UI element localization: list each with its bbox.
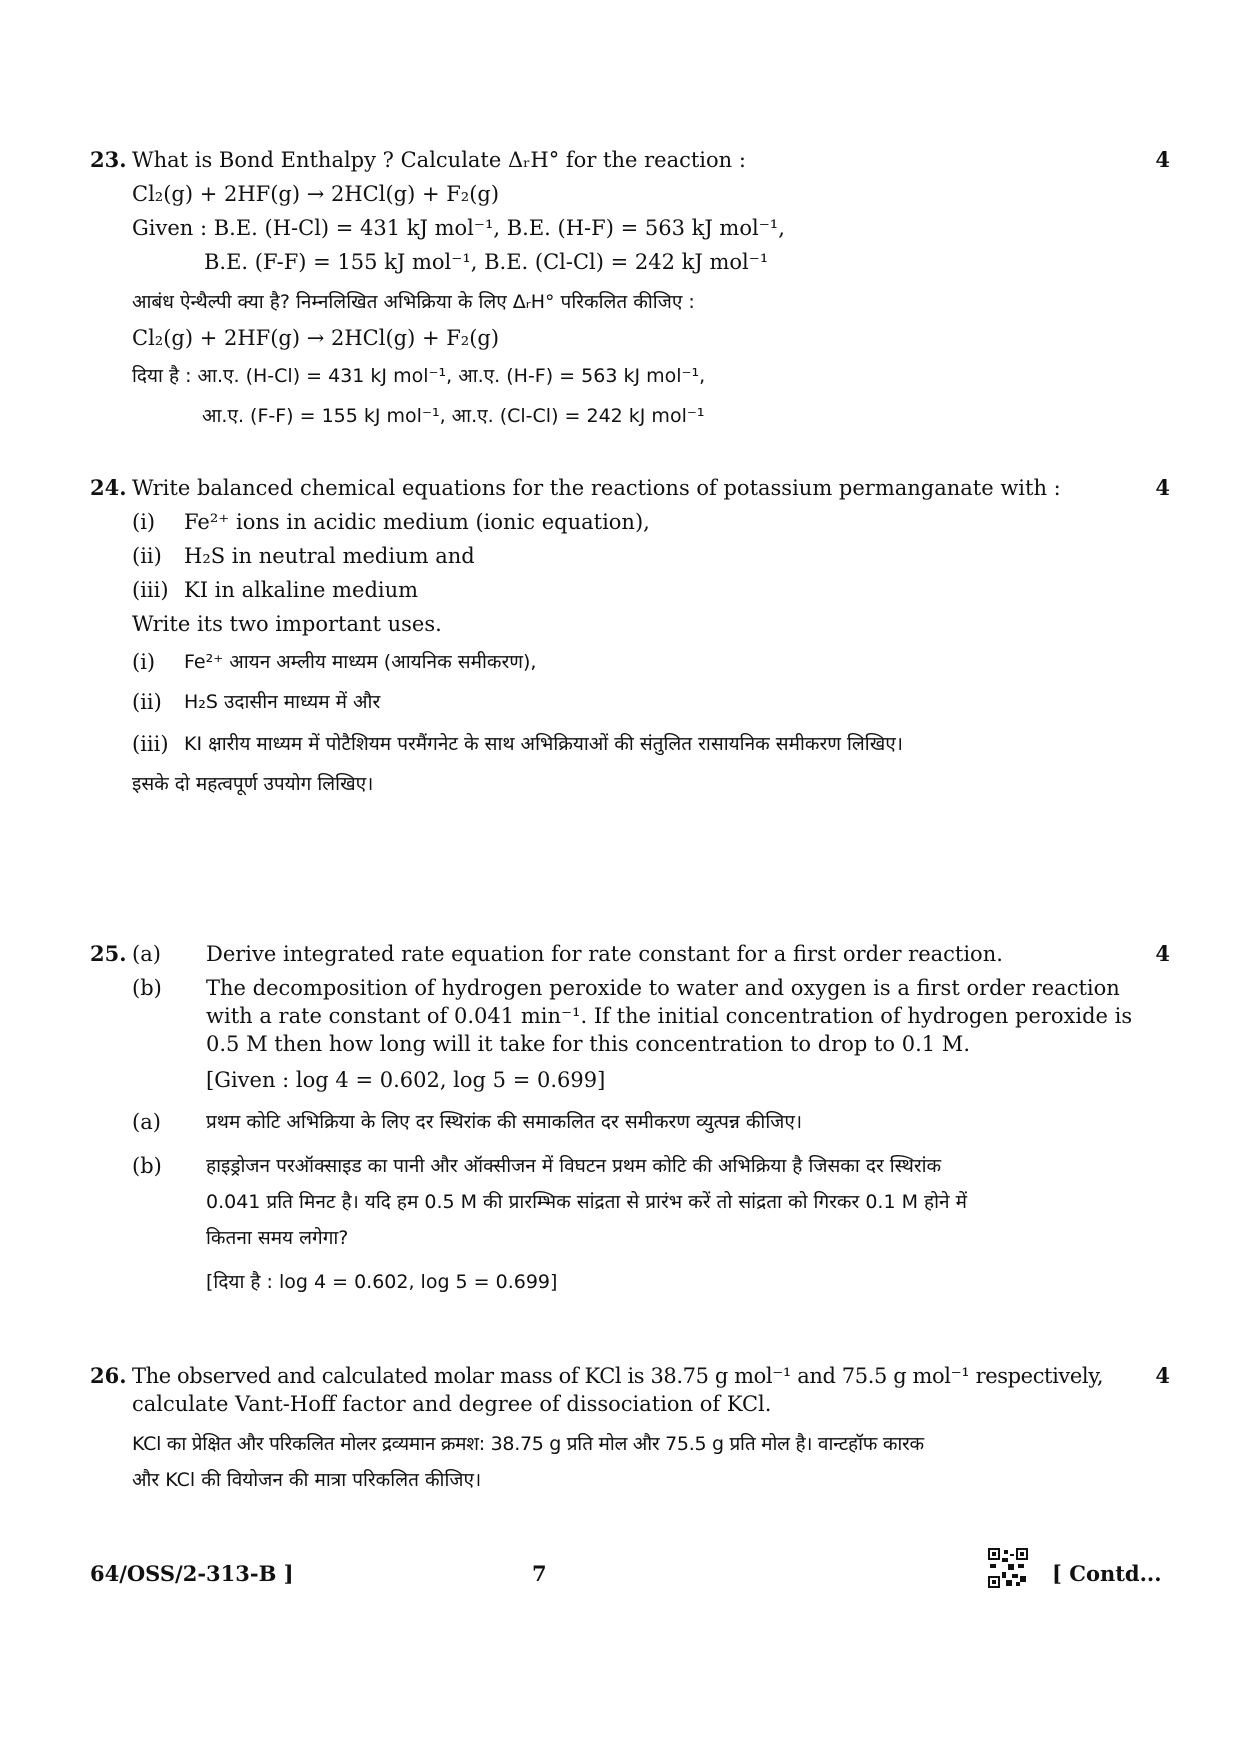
question-marks: 4	[1155, 941, 1170, 966]
q25-hi-a-label: (a)	[132, 1110, 161, 1134]
q23-en-line3: Given : B.E. (H-Cl) = 431 kJ mol⁻¹, B.E. (H-F) = 563 kJ mol⁻¹,	[132, 216, 785, 240]
q24-hi-item-text: H₂S उदासीन माध्यम में और	[184, 691, 381, 713]
question-number: 25.	[90, 941, 127, 966]
q25-hi-b-line1: हाइड्रोजन परऑक्साइड का पानी और ऑक्सीजन में विघटन प्रथम कोटि की अभिक्रिया है जिसका दर स्थिरांक	[206, 1155, 942, 1177]
question-25	[90, 940, 1170, 1320]
q23-hi-line2: Cl₂(g) + 2HF(g) → 2HCl(g) + F₂(g)	[132, 326, 500, 350]
q24-hi-item-text: Fe²⁺ आयन अम्लीय माध्यम (आयनिक समीकरण),	[184, 651, 537, 673]
q26-en-line2: calculate Vant-Hoff factor and degree of dissociation of KCl.	[132, 1392, 772, 1416]
q24-hi-item-label: (iii)	[132, 732, 169, 756]
q24-en-intro: Write balanced chemical equations for the reactions of potassium permanganate with :	[132, 476, 1061, 500]
q25-hi-given: [दिया है : log 4 = 0.602, log 5 = 0.699]	[206, 1271, 558, 1293]
q25-hi-a-text: प्रथम कोटि अभिक्रिया के लिए दर स्थिरांक की समाकलित दर समीकरण व्युत्पन्न कीजिए।	[206, 1111, 803, 1133]
q26-hi-line1: KCl का प्रेक्षित और परिकलित मोलर द्रव्यमान क्रमश: 38.75 g प्रति मोल और 75.5 g प्रति मोल है। वान्टहॉफ कारक	[132, 1433, 924, 1455]
q24-en-item-text: KI in alkaline medium	[184, 578, 419, 602]
q24-en-item-text: H₂S in neutral medium and	[184, 544, 475, 568]
q23-hi-line1: आबंध ऐन्थैल्पी क्या है? निम्नलिखित अभिक्रिया के लिए ΔᵣH° परिकलित कीजिए :	[132, 291, 695, 313]
page-number: 7	[532, 1561, 547, 1586]
q25-en-given: [Given : log 4 = 0.602, log 5 = 0.699]	[206, 1068, 606, 1092]
q24-en-item-label: (iii)	[132, 578, 169, 602]
q24-hi-item-label: (i)	[132, 650, 156, 674]
question-number: 24.	[90, 475, 127, 500]
q25-en-b-line2: with a rate constant of 0.041 min⁻¹. If the initial concentration of hydrogen peroxide is	[206, 1004, 1133, 1028]
q25-en-a-label: (a)	[132, 942, 161, 966]
q23-en-line4: B.E. (F-F) = 155 kJ mol⁻¹, B.E. (Cl-Cl) = 242 kJ mol⁻¹	[204, 250, 769, 274]
q23-hi-line3: दिया है : आ.ए. (H-Cl) = 431 kJ mol⁻¹, आ.ए. (H-F) = 563 kJ mol⁻¹,	[132, 365, 706, 387]
question-26	[90, 1362, 1170, 1502]
q25-hi-b-label: (b)	[132, 1154, 162, 1178]
question-marks: 4	[1155, 147, 1170, 172]
continued-label: [ Contd...	[1052, 1561, 1162, 1586]
q24-en-item-label: (i)	[132, 510, 156, 534]
question-number: 23.	[90, 147, 127, 172]
qr-code-icon	[988, 1548, 1028, 1588]
q25-en-b-line1: The decomposition of hydrogen peroxide to water and oxygen is a first order reaction	[206, 976, 1120, 1000]
q26-hi-line2: और KCl की वियोजन की मात्रा परिकलित कीजिए।	[132, 1469, 482, 1491]
question-marks: 4	[1155, 475, 1170, 500]
q25-hi-b-line3: कितना समय लगेगा?	[206, 1227, 349, 1249]
question-24	[90, 474, 1170, 804]
q25-en-b-line3: 0.5 M then how long will it take for this concentration to drop to 0.1 M.	[206, 1032, 970, 1056]
q24-en-outro: Write its two important uses.	[132, 612, 442, 636]
q25-hi-b-line2: 0.041 प्रति मिनट है। यदि हम 0.5 M की प्रारम्भिक सांद्रता से प्रारंभ करें तो सांद्रता को गिरकर 0.1 M होने में	[206, 1191, 967, 1213]
q23-en-line2: Cl₂(g) + 2HF(g) → 2HCl(g) + F₂(g)	[132, 182, 500, 206]
q23-en-line1: What is Bond Enthalpy ? Calculate ΔᵣH° for the reaction :	[132, 148, 746, 172]
question-23	[90, 146, 1170, 446]
q24-hi-item-label: (ii)	[132, 690, 162, 714]
question-marks: 4	[1155, 1363, 1170, 1388]
q24-en-item-label: (ii)	[132, 544, 162, 568]
question-number: 26.	[90, 1363, 127, 1388]
q25-en-b-label: (b)	[132, 976, 162, 1000]
q26-en-line1: The observed and calculated molar mass of KCl is 38.75 g mol⁻¹ and 75.5 g mol⁻¹ respectively,	[132, 1364, 1104, 1388]
paper-code: 64/OSS/2-313-B ]	[90, 1561, 294, 1586]
q24-hi-outro: इसके दो महत्वपूर्ण उपयोग लिखिए।	[132, 773, 374, 795]
q24-hi-item-text: KI क्षारीय माध्यम में पोटैशियम परमैंगनेट के साथ अभिक्रियाओं की संतुलित रासायनिक समीकरण लिखिए।	[184, 733, 903, 755]
q23-hi-line4: आ.ए. (F-F) = 155 kJ mol⁻¹, आ.ए. (Cl-Cl) = 242 kJ mol⁻¹	[202, 405, 705, 427]
q25-en-a-text: Derive integrated rate equation for rate constant for a first order reaction.	[206, 942, 1003, 966]
q24-en-item-text: Fe²⁺ ions in acidic medium (ionic equation),	[184, 510, 650, 534]
